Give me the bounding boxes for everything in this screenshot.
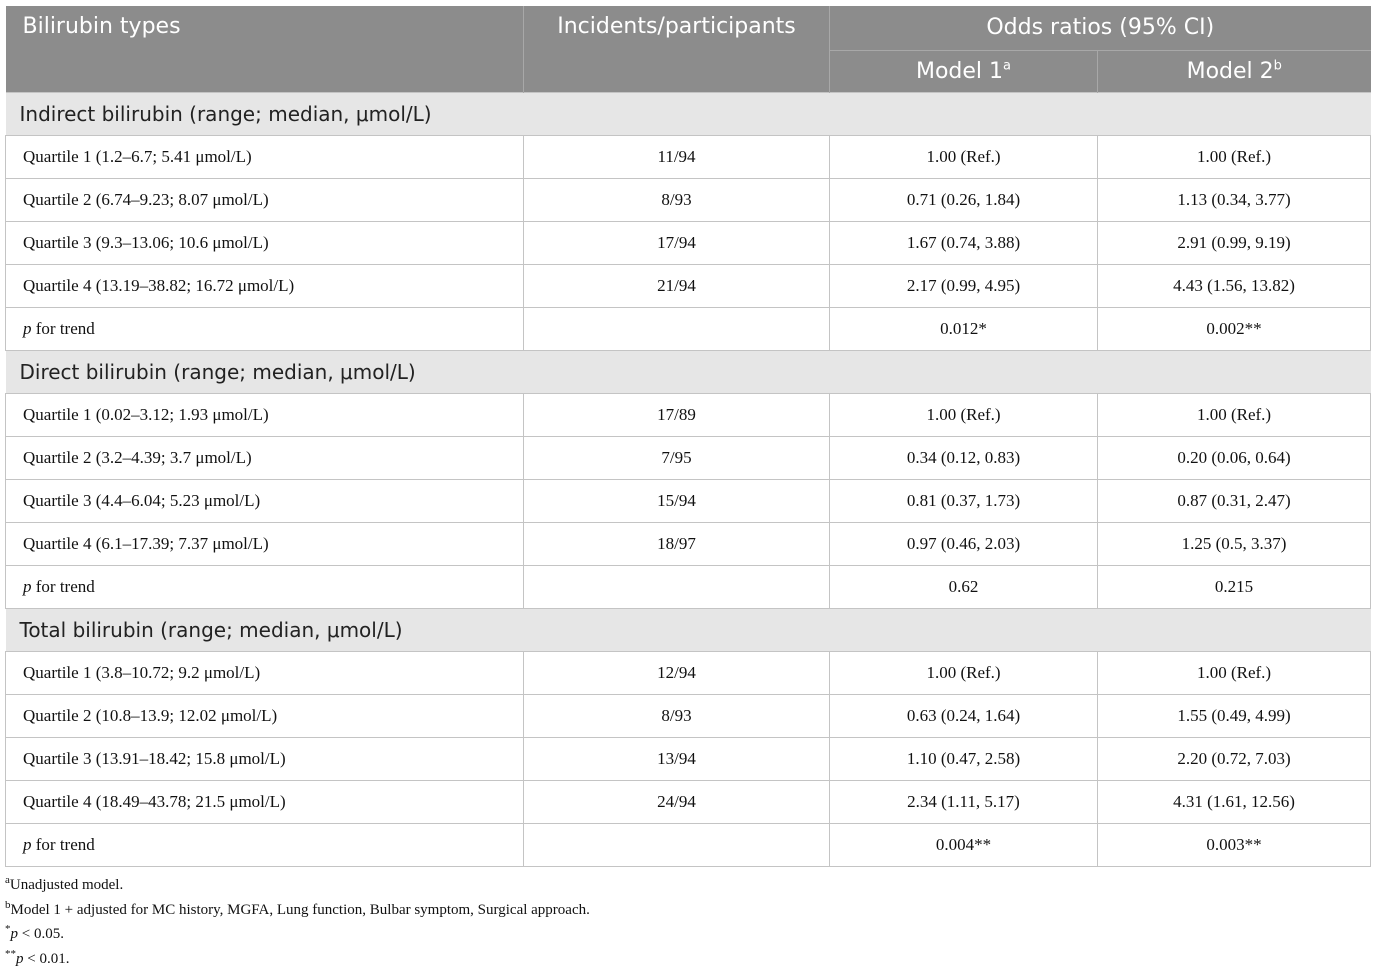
row-label: Quartile 1 (3.8–10.72; 9.2 μmol/L) — [6, 651, 524, 694]
header-model-1-label: Model 1 — [916, 59, 1003, 84]
table-row — [6, 436, 1371, 479]
footnote-text: Model 1 + adjusted for MC history, MGFA, Lung function, Bulbar symptom, Surgical approach. — [11, 902, 590, 918]
row-incidents: 12/94 — [524, 651, 830, 694]
footnote-text: < 0.01. — [24, 951, 70, 967]
row-label: Quartile 4 (18.49–43.78; 21.5 μmol/L) — [6, 780, 524, 823]
header-model-2-sup: b — [1274, 58, 1282, 73]
row-model-2: 1.00 (Ref.) — [1098, 651, 1371, 694]
table-row — [6, 780, 1371, 823]
table-header — [6, 6, 1371, 92]
table-row — [6, 178, 1371, 221]
row-model-2: 1.25 (0.5, 3.37) — [1098, 522, 1371, 565]
trend-model-2: 0.215 — [1098, 565, 1371, 608]
footnote-mark: ** — [5, 948, 16, 960]
footnote-mark: b — [5, 899, 11, 911]
table-row — [6, 737, 1371, 780]
row-label: Quartile 3 (9.3–13.06; 10.6 μmol/L) — [6, 221, 524, 264]
row-incidents: 24/94 — [524, 780, 830, 823]
footnote-p-symbol: p — [16, 951, 24, 967]
table-row — [6, 135, 1371, 178]
row-incidents: 15/94 — [524, 479, 830, 522]
trend-row — [6, 307, 1371, 350]
footnote — [5, 876, 590, 901]
row-incidents: 13/94 — [524, 737, 830, 780]
row-incidents: 7/95 — [524, 436, 830, 479]
trend-row — [6, 823, 1371, 866]
trend-label — [6, 307, 524, 350]
section-title: Total bilirubin (range; median, μmol/L) — [6, 608, 1371, 651]
trend-p-symbol: p — [23, 319, 32, 338]
trend-label — [6, 565, 524, 608]
table-body — [6, 92, 1371, 866]
table-row — [6, 393, 1371, 436]
row-model-2: 0.20 (0.06, 0.64) — [1098, 436, 1371, 479]
trend-model-1: 0.004** — [830, 823, 1098, 866]
section-title: Direct bilirubin (range; median, μmol/L) — [6, 350, 1371, 393]
row-model-2: 0.87 (0.31, 2.47) — [1098, 479, 1371, 522]
row-incidents: 8/93 — [524, 178, 830, 221]
row-model-2: 1.13 (0.34, 3.77) — [1098, 178, 1371, 221]
trend-incidents — [524, 565, 830, 608]
table-row — [6, 651, 1371, 694]
trend-incidents — [524, 307, 830, 350]
bilirubin-odds-ratio-table — [5, 6, 1371, 867]
row-model-2: 2.91 (0.99, 9.19) — [1098, 221, 1371, 264]
row-incidents: 17/94 — [524, 221, 830, 264]
table-footnotes — [5, 876, 590, 974]
trend-model-1: 0.62 — [830, 565, 1098, 608]
trend-row — [6, 565, 1371, 608]
row-model-1: 1.10 (0.47, 2.58) — [830, 737, 1098, 780]
trend-model-1: 0.012* — [830, 307, 1098, 350]
trend-model-2: 0.003** — [1098, 823, 1371, 866]
row-label: Quartile 1 (1.2–6.7; 5.41 μmol/L) — [6, 135, 524, 178]
row-model-1: 1.00 (Ref.) — [830, 393, 1098, 436]
row-model-1: 0.34 (0.12, 0.83) — [830, 436, 1098, 479]
section-header-row — [6, 608, 1371, 651]
row-model-1: 1.00 (Ref.) — [830, 135, 1098, 178]
row-label: Quartile 1 (0.02–3.12; 1.93 μmol/L) — [6, 393, 524, 436]
row-model-2: 4.43 (1.56, 13.82) — [1098, 264, 1371, 307]
row-label: Quartile 2 (10.8–13.9; 12.02 μmol/L) — [6, 694, 524, 737]
section-title: Indirect bilirubin (range; median, μmol/L) — [6, 92, 1371, 135]
row-model-1: 0.81 (0.37, 1.73) — [830, 479, 1098, 522]
row-incidents: 21/94 — [524, 264, 830, 307]
footnote-text: < 0.05. — [18, 926, 64, 942]
row-incidents: 8/93 — [524, 694, 830, 737]
table-row — [6, 264, 1371, 307]
row-model-2: 2.20 (0.72, 7.03) — [1098, 737, 1371, 780]
trend-p-symbol: p — [23, 835, 32, 854]
footnote-text: Unadjusted model. — [10, 877, 123, 893]
trend-p-symbol: p — [23, 577, 32, 596]
header-model-2 — [1098, 50, 1371, 92]
footnote-p-symbol: p — [11, 926, 19, 942]
table-row — [6, 221, 1371, 264]
header-model-1-sup: a — [1003, 58, 1011, 73]
row-model-2: 1.00 (Ref.) — [1098, 393, 1371, 436]
section-header-row — [6, 350, 1371, 393]
row-model-1: 2.34 (1.11, 5.17) — [830, 780, 1098, 823]
row-incidents: 11/94 — [524, 135, 830, 178]
row-model-1: 2.17 (0.99, 4.95) — [830, 264, 1098, 307]
table-row — [6, 694, 1371, 737]
footnote — [5, 901, 590, 926]
row-label: Quartile 4 (13.19–38.82; 16.72 μmol/L) — [6, 264, 524, 307]
trend-label-text: for trend — [32, 835, 95, 854]
row-model-2: 1.55 (0.49, 4.99) — [1098, 694, 1371, 737]
row-model-1: 0.71 (0.26, 1.84) — [830, 178, 1098, 221]
row-label: Quartile 2 (3.2–4.39; 3.7 μmol/L) — [6, 436, 524, 479]
header-model-1 — [830, 50, 1098, 92]
row-model-1: 0.97 (0.46, 2.03) — [830, 522, 1098, 565]
footnote — [5, 925, 590, 950]
row-model-1: 1.00 (Ref.) — [830, 651, 1098, 694]
row-model-1: 1.67 (0.74, 3.88) — [830, 221, 1098, 264]
table-row — [6, 479, 1371, 522]
row-model-2: 4.31 (1.61, 12.56) — [1098, 780, 1371, 823]
results-table-container — [5, 6, 1370, 867]
trend-label-text: for trend — [32, 577, 95, 596]
row-incidents: 17/89 — [524, 393, 830, 436]
trend-label — [6, 823, 524, 866]
trend-label-text: for trend — [32, 319, 95, 338]
footnote — [5, 950, 590, 974]
row-model-2: 1.00 (Ref.) — [1098, 135, 1371, 178]
row-label: Quartile 3 (13.91–18.42; 15.8 μmol/L) — [6, 737, 524, 780]
row-label: Quartile 3 (4.4–6.04; 5.23 μmol/L) — [6, 479, 524, 522]
header-incidents-participants: Incidents/participants — [524, 6, 830, 92]
row-label: Quartile 4 (6.1–17.39; 7.37 μmol/L) — [6, 522, 524, 565]
section-header-row — [6, 92, 1371, 135]
footnote-mark: a — [5, 874, 10, 886]
footnote-mark: * — [5, 923, 11, 935]
table-row — [6, 522, 1371, 565]
row-model-1: 0.63 (0.24, 1.64) — [830, 694, 1098, 737]
header-odds-ratios: Odds ratios (95% CI) — [830, 6, 1371, 50]
header-bilirubin-types: Bilirubin types — [6, 6, 524, 92]
row-incidents: 18/97 — [524, 522, 830, 565]
header-model-2-label: Model 2 — [1187, 59, 1274, 84]
row-label: Quartile 2 (6.74–9.23; 8.07 μmol/L) — [6, 178, 524, 221]
trend-incidents — [524, 823, 830, 866]
trend-model-2: 0.002** — [1098, 307, 1371, 350]
